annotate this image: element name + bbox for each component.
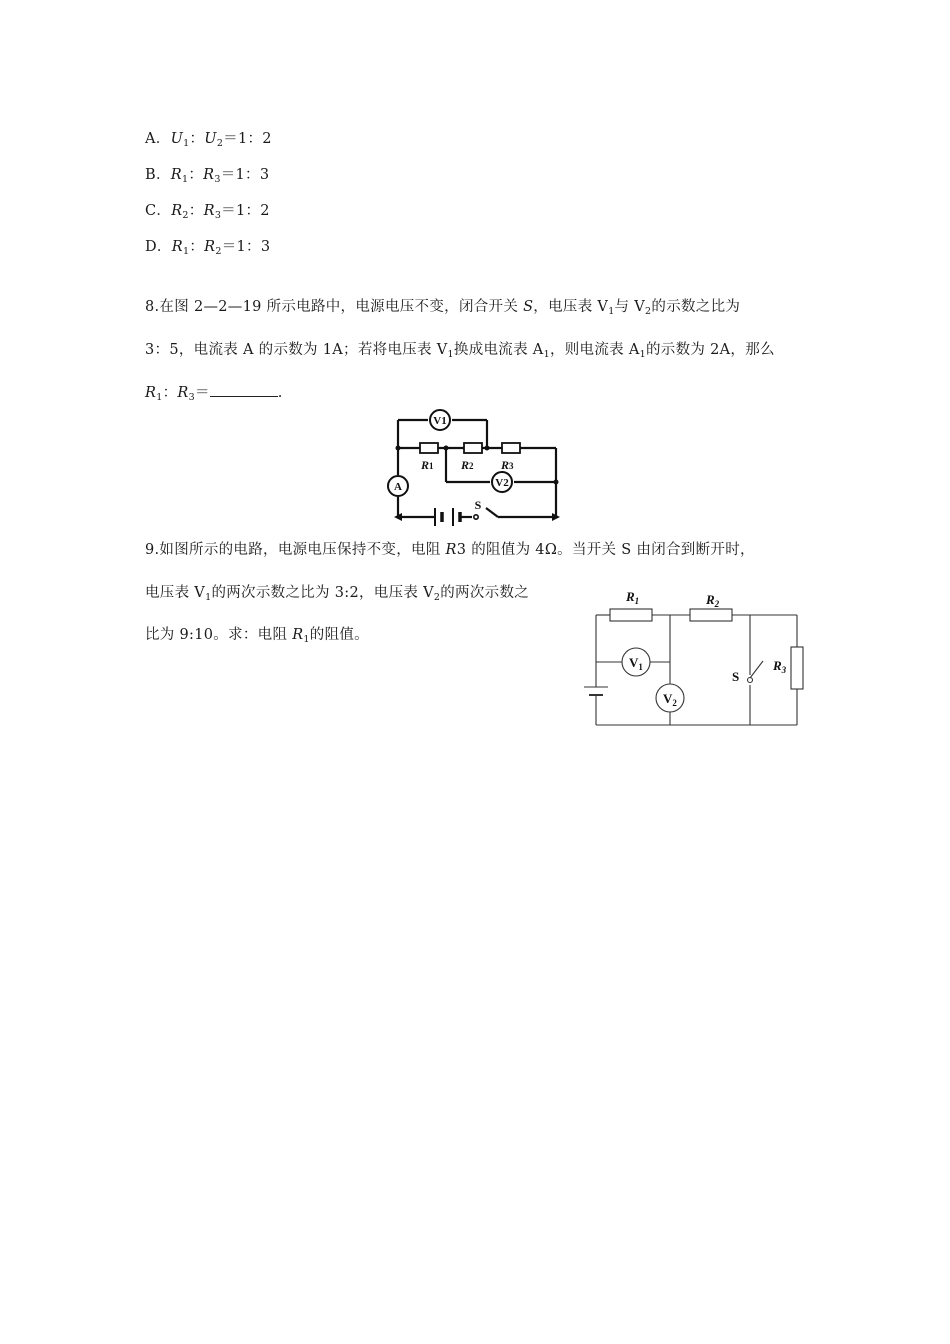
q8-line-2: 3：5，电流表 A 的示数为 1A；若将电压表 $V_1$换成电流表 $A_1$，则电流表 $A_1$的示数为 2A，那么 bbox=[145, 342, 775, 360]
r2-label: R2 bbox=[461, 458, 474, 472]
option-c: C．$R_2$：$R_3=1$：2 bbox=[145, 203, 270, 221]
q8-circuit-diagram bbox=[380, 405, 565, 530]
q9-line-2: 电压表 $V_1$的两次示数之比为 3:2，电压表 $V_2$的两次示数之 bbox=[145, 585, 530, 603]
option-a: A．$U_1$：$U_2=1$：2 bbox=[145, 131, 272, 149]
q9-switch-label: S bbox=[732, 669, 740, 684]
switch-label: S bbox=[474, 498, 482, 512]
option-b: B．$R_1$：$R_3=1$：3 bbox=[145, 167, 270, 185]
q9-r1-label: $R_1$ bbox=[626, 589, 640, 606]
r3-label: R3 bbox=[501, 458, 514, 472]
q9-r2-label: $R_2$ bbox=[706, 592, 720, 609]
r1-label: R1 bbox=[421, 458, 434, 472]
q8-line-1: 8.在图 2—2—19 所示电路中，电源电压不变，闭合开关 S，电压表 $V_1$与 $V_2$的示数之比为 bbox=[145, 299, 741, 317]
q8-line-3: $R_1$：$R_3=$ . bbox=[145, 385, 283, 403]
option-d: D．$R_1$：$R_2=1$：3 bbox=[145, 239, 271, 257]
q9-v2-label: $V_2$ bbox=[663, 691, 677, 708]
answer-blank bbox=[210, 384, 278, 397]
q9-line-3: 比为 9:10。求：电阻 $R_1$的阻值。 bbox=[145, 627, 369, 645]
ammeter-label: A bbox=[394, 481, 402, 493]
v1-meter-label: V1 bbox=[433, 415, 447, 427]
q9-circuit-diagram bbox=[570, 585, 810, 730]
v2-meter-label: V2 bbox=[495, 477, 509, 489]
q9-v1-label: $V_1$ bbox=[629, 655, 643, 672]
q9-r3-label: $R_3$ bbox=[773, 658, 787, 675]
q9-line-1: 9.如图所示的电路，电源电压保持不变，电阻 R3 的阻值为 4Ω。当开关 S 由闭合到断开时， bbox=[145, 542, 755, 558]
